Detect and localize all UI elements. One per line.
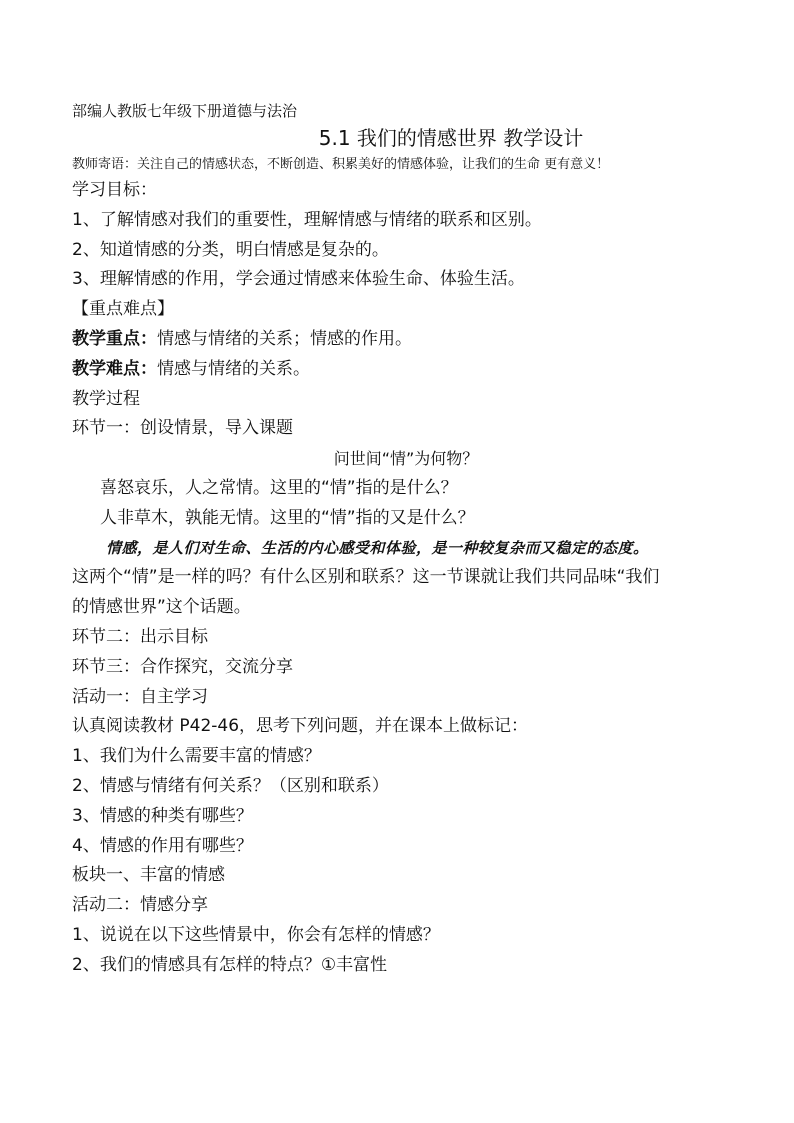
document-title: 5.1 我们的情感世界 教学设计 (318, 126, 584, 150)
study-question: 4、情感的作用有哪些？ (72, 835, 253, 856)
teaching-difficulty-label: 教学难点： (72, 358, 157, 379)
teaching-difficulty (72, 355, 740, 385)
activity-one: 活动一：自主学习 (72, 686, 208, 707)
question-title: 问世间“情”为何物？ (333, 449, 479, 469)
teaching-focus-text: 情感与情绪的关系；情感的作用。 (157, 328, 412, 349)
teaching-focus-label: 教学重点： (72, 328, 157, 349)
step-one: 环节一：创设情景，导入课题 (72, 418, 293, 439)
share-question: 2、我们的情感具有怎样的特点？①丰富性 (72, 954, 388, 975)
block-one: 板块一、丰富的情感 (72, 865, 225, 886)
step-two: 环节二：出示目标 (72, 626, 208, 647)
study-question: 2、情感与情绪有何关系？（区别和联系） (72, 775, 389, 796)
teaching-focus (72, 325, 740, 355)
paragraph-line: 这两个“情”是一样的吗？有什么区别和联系？这一节课就让我们共同品味“我们 (72, 567, 660, 588)
teacher-motto: 教师寄语：关注自己的情感状态，不断创造、积累美好的情感体验，让我们的生命 更有意义！ (72, 157, 610, 172)
study-question: 3、情感的种类有哪些？ (72, 805, 253, 826)
goals-heading: 学习目标： (72, 180, 157, 200)
key-points-heading: 【重点难点】 (72, 299, 174, 320)
intro-question: 人非草木，孰能无情。这里的“情”指的又是什么？ (100, 507, 475, 528)
study-question: 1、我们为什么需要丰富的情感？ (72, 746, 321, 767)
document-page (72, 100, 740, 981)
process-heading: 教学过程 (72, 388, 140, 409)
goal-item: 3、理解情感的作用，学会通过情感来体验生命、体验生活。 (72, 269, 525, 290)
emotion-definition-quote: 情感，是人们对生命、生活的内心感受和体验，是一种较复杂而又稳定的态度。 (106, 538, 649, 557)
goal-item: 2、知道情感的分类，明白情感是复杂的。 (72, 239, 389, 260)
share-question: 1、说说在以下这些情景中，你会有怎样的情感？ (72, 924, 440, 945)
reading-instruction: 认真阅读教材 P42-46，思考下列问题，并在课本上做标记： (72, 716, 529, 737)
goal-item: 1、了解情感对我们的重要性，理解情感与情绪的联系和区别。 (72, 209, 542, 230)
paragraph-line: 的情感世界”这个话题。 (72, 597, 251, 618)
document-header: 部编人教版七年级下册道德与法治 (72, 102, 298, 120)
activity-two: 活动二：情感分享 (72, 895, 208, 916)
teaching-difficulty-text: 情感与情绪的关系。 (157, 358, 310, 379)
step-three: 环节三：合作探究，交流分享 (72, 656, 293, 677)
intro-question: 喜怒哀乐，人之常情。这里的“情”指的是什么？ (100, 477, 458, 498)
